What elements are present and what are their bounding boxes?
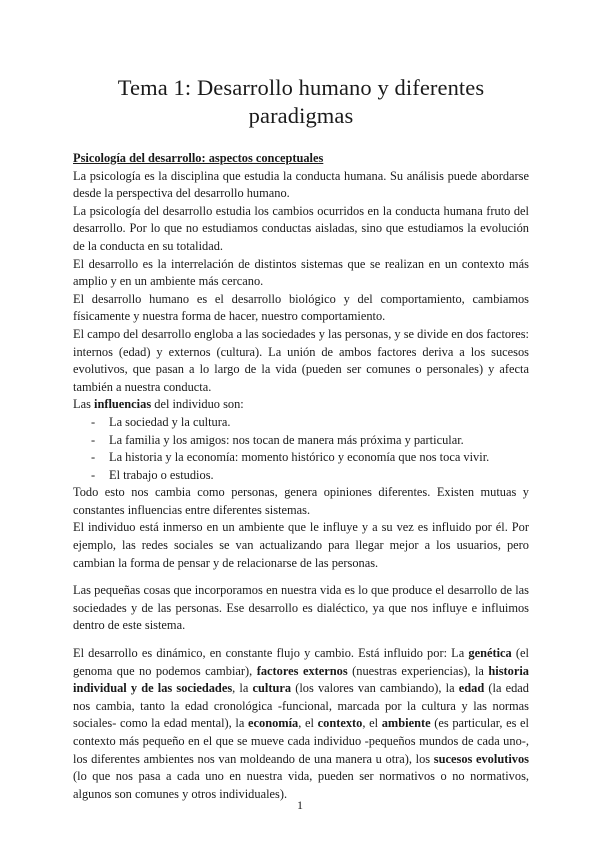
paragraph-5: El campo del desarrollo engloba a las sociedades y las personas, y se divide en dos factores: internos (edad) y externos (cultura). La unión de ambos factores deriva a los sucesos evolutivos, que pasan a lo largo de la vida (pueden ser comunes o personales) y afecta también a nuestra conducta. [73,326,529,394]
list-item: - La sociedad y la cultura. [91,414,529,432]
paragraph-1: La psicología es la disciplina que estudia la conducta humana. Su análisis puede abordarse desde la perspectiva del desarrollo humano. [73,168,529,201]
paragraph-9: El desarrollo es dinámico, en constante flujo y cambio. Está influido por: La genética (el genoma que no podemos cambiar), factores externos (nuestras experiencias), la historia individual y de las sociedades, la cultura (los valores van cambiando), la edad (la edad nos cambia, tanto la edad cronológica -funcional, marcada por la cultura y las normas sociales- como la edad mental), la economía, el contexto, el ambiente (es particular, es el contexto más pequeño en el que se mueve cada individuo -pequeños mundos de cada uno-, los diferentes ambientes nos van moldeando de una manera u otra), los sucesos evolutivos (lo que nos pasa a cada uno en nuestra vida, pueden ser normativos o no normativos, algunos son comunes y otros individuales). [73,646,530,801]
paragraph-7: El individuo está inmerso en un ambiente que le influye y a su vez es influido por él. Por ejemplo, las redes sociales se van actualizando para llegar mejor a los usuarios, pero cambian la forma de pensar y de relacionarse de las personas. [73,520,529,570]
section-heading: Psicología del desarrollo: aspectos conceptuales [73,151,324,165]
list-item: - La historia y la economía: momento histórico y economía que nos toca vivir. [91,449,529,467]
paragraph-4: El desarrollo humano es el desarrollo biológico y del comportamiento, cambiamos físicamente y nuestra forma de hacer, nuestro comportamiento. [73,291,529,324]
influences-list [73,414,529,484]
list-item: - La familia y los amigos: nos tocan de manera más próxima y particular. [91,432,529,450]
list-item: - El trabajo o estudios. [91,467,529,485]
title-line-2: paradigmas [248,103,354,128]
paragraph-2: La psicología del desarrollo estudia los cambios ocurridos en la conducta humana fruto del desarrollo. Por lo que no estudiamos conductas aisladas, sino que estudiamos la evolución de la conducta en su totalidad. [73,203,529,253]
influences-intro: Las influencias del individuo son: [73,397,244,412]
page-title [73,74,529,130]
page-number: 1 [297,798,303,812]
paragraph-8: Las pequeñas cosas que incorporamos en nuestra vida es lo que produce el desarrollo de las sociedades y de las personas. Ese desarrollo es dialéctico, ya que nos influye e influimos dentro de este sistema. [73,583,529,633]
paragraph-3: El desarrollo es la interrelación de distintos sistemas que se realizan en un contexto más amplio y en un ambiente más cercano. [73,256,529,289]
title-line-1: Tema 1: Desarrollo humano y diferentes [117,75,485,100]
paragraph-6: Todo esto nos cambia como personas, genera opiniones diferentes. Existen mutuas y constantes influencias entre diferentes sistemas. [73,485,529,517]
document-page [73,0,529,803]
document-body [73,150,529,803]
